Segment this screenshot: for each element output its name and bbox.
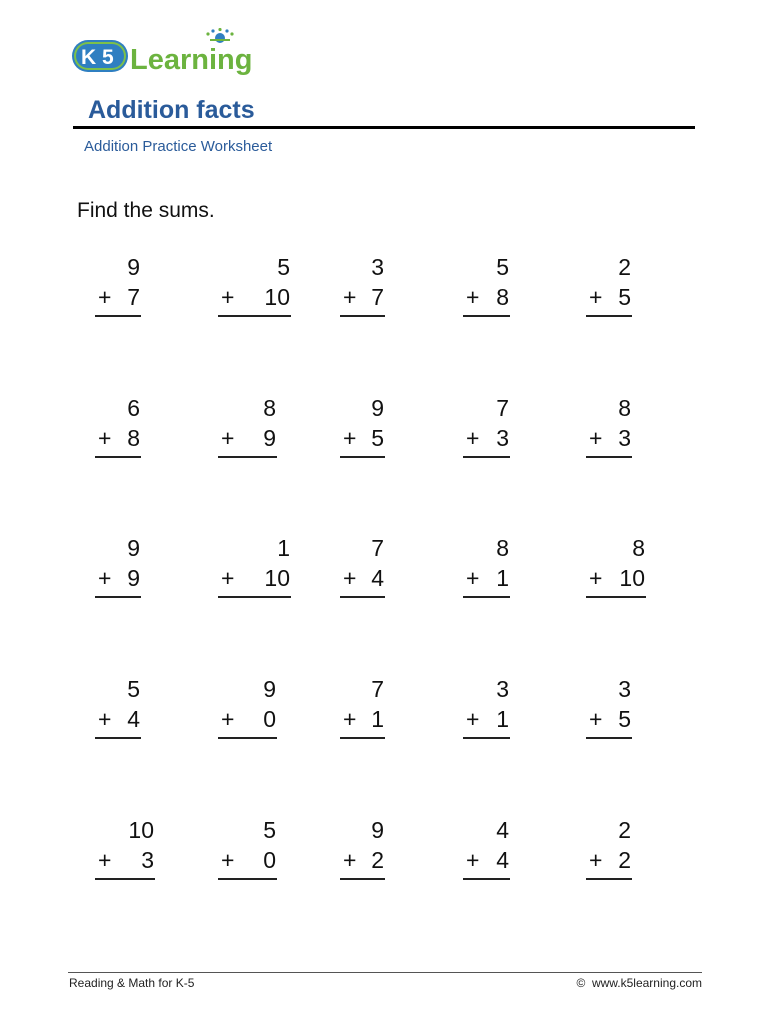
addend-bottom: 5 xyxy=(618,284,631,310)
answer-line xyxy=(340,737,385,739)
addend-top: 7 xyxy=(371,535,384,561)
addend-bottom: 4 xyxy=(371,565,384,591)
answer-line xyxy=(340,456,385,458)
addend-top: 10 xyxy=(128,817,154,843)
addend-bottom: 7 xyxy=(127,284,140,310)
addend-bottom: 8 xyxy=(496,284,509,310)
plus-sign: + xyxy=(221,706,235,732)
answer-line xyxy=(463,737,510,739)
addend-bottom: 10 xyxy=(619,565,645,591)
answer-line xyxy=(586,596,646,598)
answer-line xyxy=(95,596,141,598)
answer-line xyxy=(340,878,385,880)
addend-top: 3 xyxy=(496,676,509,702)
addend-top: 4 xyxy=(496,817,509,843)
plus-sign: + xyxy=(589,847,603,873)
instructions: Find the sums. xyxy=(77,199,215,222)
addend-bottom: 0 xyxy=(263,706,276,732)
addend-top: 3 xyxy=(618,676,631,702)
plus-sign: + xyxy=(466,706,480,732)
answer-line xyxy=(218,596,291,598)
addend-bottom: 4 xyxy=(496,847,509,873)
plus-sign: + xyxy=(98,565,112,591)
plus-sign: + xyxy=(466,847,480,873)
addend-top: 5 xyxy=(496,254,509,280)
plus-sign: + xyxy=(343,284,357,310)
addend-top: 9 xyxy=(127,254,140,280)
addend-bottom: 1 xyxy=(371,706,384,732)
website-url: www.k5learning.com xyxy=(591,976,702,990)
addend-top: 9 xyxy=(371,817,384,843)
plus-sign: + xyxy=(221,425,235,451)
answer-line xyxy=(586,456,632,458)
copyright-symbol: © xyxy=(576,976,586,990)
addend-bottom: 1 xyxy=(496,565,509,591)
addend-bottom: 7 xyxy=(371,284,384,310)
addend-top: 7 xyxy=(496,395,509,421)
answer-line xyxy=(463,596,510,598)
plus-sign: + xyxy=(589,284,603,310)
addend-bottom: 10 xyxy=(264,284,290,310)
addend-top: 9 xyxy=(263,676,276,702)
plus-sign: + xyxy=(221,565,235,591)
addend-top: 3 xyxy=(371,254,384,280)
answer-line xyxy=(340,315,385,317)
answer-line xyxy=(218,456,277,458)
footer-divider xyxy=(68,972,702,973)
addend-bottom: 1 xyxy=(496,706,509,732)
answer-line xyxy=(463,456,510,458)
addend-top: 6 xyxy=(127,395,140,421)
addend-top: 8 xyxy=(263,395,276,421)
addend-top: 1 xyxy=(277,535,290,561)
addend-top: 7 xyxy=(371,676,384,702)
addend-top: 9 xyxy=(371,395,384,421)
answer-line xyxy=(95,737,141,739)
addend-bottom: 5 xyxy=(371,425,384,451)
svg-text:Learning: Learning xyxy=(130,44,253,76)
answer-line xyxy=(95,315,141,317)
plus-sign: + xyxy=(589,706,603,732)
answer-line xyxy=(586,737,632,739)
addend-bottom: 2 xyxy=(618,847,631,873)
addend-top: 8 xyxy=(632,535,645,561)
answer-line xyxy=(463,878,510,880)
plus-sign: + xyxy=(98,706,112,732)
plus-sign: + xyxy=(343,706,357,732)
answer-line xyxy=(463,315,510,317)
addend-bottom: 9 xyxy=(127,565,140,591)
addend-bottom: 4 xyxy=(127,706,140,732)
addend-top: 9 xyxy=(127,535,140,561)
answer-line xyxy=(218,878,277,880)
addend-bottom: 2 xyxy=(371,847,384,873)
plus-sign: + xyxy=(343,425,357,451)
plus-sign: + xyxy=(221,284,235,310)
addend-top: 5 xyxy=(277,254,290,280)
plus-sign: + xyxy=(466,425,480,451)
answer-line xyxy=(218,737,277,739)
footer-website xyxy=(576,976,702,990)
plus-sign: + xyxy=(98,284,112,310)
addend-top: 5 xyxy=(127,676,140,702)
plus-sign: + xyxy=(466,565,480,591)
answer-line xyxy=(340,596,385,598)
addend-top: 2 xyxy=(618,817,631,843)
addend-bottom: 10 xyxy=(264,565,290,591)
plus-sign: + xyxy=(98,847,112,873)
addend-top: 5 xyxy=(263,817,276,843)
addend-bottom: 3 xyxy=(618,425,631,451)
addend-top: 2 xyxy=(618,254,631,280)
page-title: Addition facts xyxy=(88,96,255,124)
addend-bottom: 9 xyxy=(263,425,276,451)
plus-sign: + xyxy=(343,847,357,873)
addend-bottom: 0 xyxy=(263,847,276,873)
addend-bottom: 3 xyxy=(496,425,509,451)
plus-sign: + xyxy=(589,425,603,451)
plus-sign: + xyxy=(98,425,112,451)
worksheet-subtitle: Addition Practice Worksheet xyxy=(84,138,273,155)
svg-text:5: 5 xyxy=(102,46,114,69)
answer-line xyxy=(218,315,291,317)
plus-sign: + xyxy=(221,847,235,873)
plus-sign: + xyxy=(589,565,603,591)
answer-line xyxy=(586,878,632,880)
answer-line xyxy=(95,878,155,880)
answer-line xyxy=(586,315,632,317)
addend-top: 8 xyxy=(496,535,509,561)
addend-bottom: 5 xyxy=(618,706,631,732)
answer-line xyxy=(95,456,141,458)
plus-sign: + xyxy=(466,284,480,310)
addend-top: 8 xyxy=(618,395,631,421)
addend-bottom: 8 xyxy=(127,425,140,451)
addend-bottom: 3 xyxy=(141,847,154,873)
svg-text:K: K xyxy=(81,46,97,69)
footer-tagline: Reading & Math for K-5 xyxy=(69,976,195,990)
plus-sign: + xyxy=(343,565,357,591)
